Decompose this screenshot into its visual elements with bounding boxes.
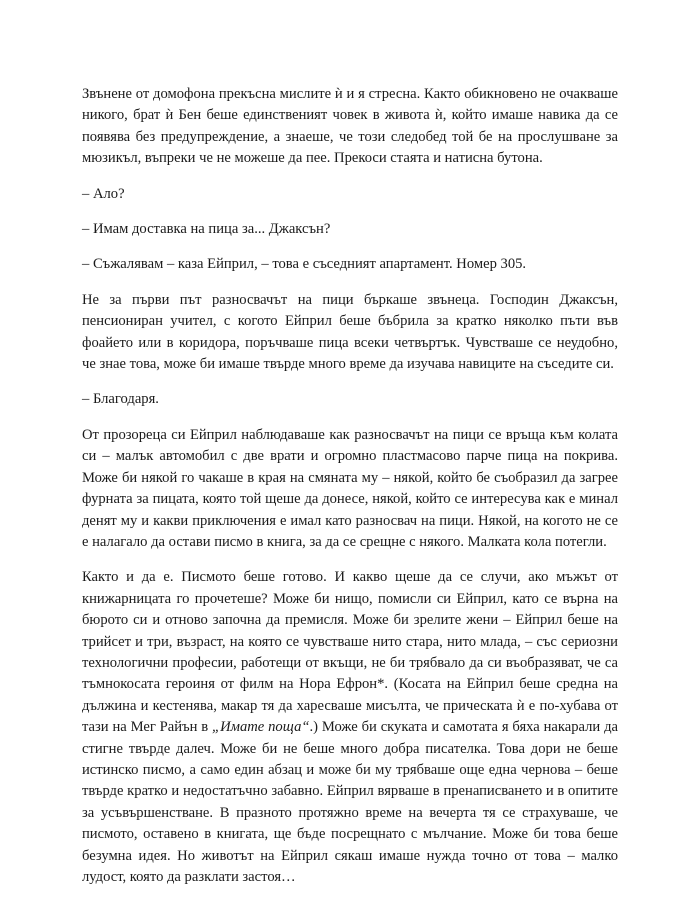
story-text bbox=[82, 84, 618, 888]
paragraph-intro: Звънене от домофона прекъсна мислите ѝ и я стресна. Както обикновено не очакваше никого, брат ѝ Бен беше единственият човек в живота ѝ, който имаше навика да се появява без предупреждение, а знаеше, че този следобед той бе на прослушване за мюзикъл, въпреки че не можеше да пее. Прекоси стаята и натисна бутона. bbox=[82, 86, 618, 167]
dialog-delivery: – Имам доставка на пица за... Джаксън? bbox=[82, 221, 331, 238]
film-title: „Имате поща“ bbox=[212, 719, 310, 736]
letter-text-part2: .) Може би скуката и самотата я бяха накарали да стигне твърде далеч. Може би не беше много добра писателка. Това дори не беше истинско писмо, а само един абзац и може би му трябваше още една чернова – беше твърде кратко и недостатъчно забавно. Ейприл вярваше в пренаписването и в опитите за усъвършенстване. В празното протяжно време на вечерта тя се страхуваше, че писмото, оставено в книгата, ще бъде посрещнато с мълчание. Може би това беше безумна идея. Но животът на Ейприл сякаш имаше нужда точно от това – малко лудост, която да разклати застоя… bbox=[82, 719, 618, 885]
letter-text-part1: Както и да е. Писмото беше готово. И какво щеше да се случи, ако мъжът от книжарницата го прочетеше? Може би нищо, помисли си Ейприл, като се върна на бюрото си и отново започна да премисля. Може би зрелите жени – Ейприл беше на трийсет и три, възраст, на която се чувстваше нито стара, нито млада, – със сериозни технологични професии, работещи от вкъщи, не би трябвало да си въобразяват, че са тъмнокосата героиня от филм на Нора Ефрон*. (Косата на Ейприл беше средна на дължина и кестенява, макар тя да харесваше мисълта, че прическата ѝ е по-хубава от тази на Мег Райън в bbox=[82, 569, 618, 736]
paragraph-letter bbox=[82, 567, 618, 888]
paragraph-window: От прозореца си Ейприл наблюдаваше как разносвачът на пици се връща към колата си – малък автомобил с две врати и огромно пластмасово парче пица на покрива. Може би някой го чакаше в края на смяната му – някой, който бе съобразил да загрее фурната за пицата, която той щеше да донесе, някой, който се интересува как е минал денят му и какви приключения е имал като разносвач на пици. Някой, на когото не се е налагало да остави писмо в книга, за да се срещне с някого. Малката кола потегли. bbox=[82, 426, 618, 550]
dialog-neighbor: – Съжалявам – каза Ейприл, – това е съседният апартамент. Номер 305. bbox=[82, 256, 527, 273]
dialog-thanks: – Благодаря. bbox=[82, 391, 159, 408]
paragraph-mr-jackson: Не за първи път разносвачът на пици бъркаше звънеца. Господин Джаксън, пенсиониран учител, с когото Ейприл беше бъбрила за кратко няколко пъти във фоайето или в коридора, поръчваше пица всеки четвъртък. Чувстваше се неудобно, че знае това, може би имаше твърде много време да изучава навиците на съседите си. bbox=[82, 291, 618, 373]
dialog-hello: – Ало? bbox=[82, 185, 125, 202]
